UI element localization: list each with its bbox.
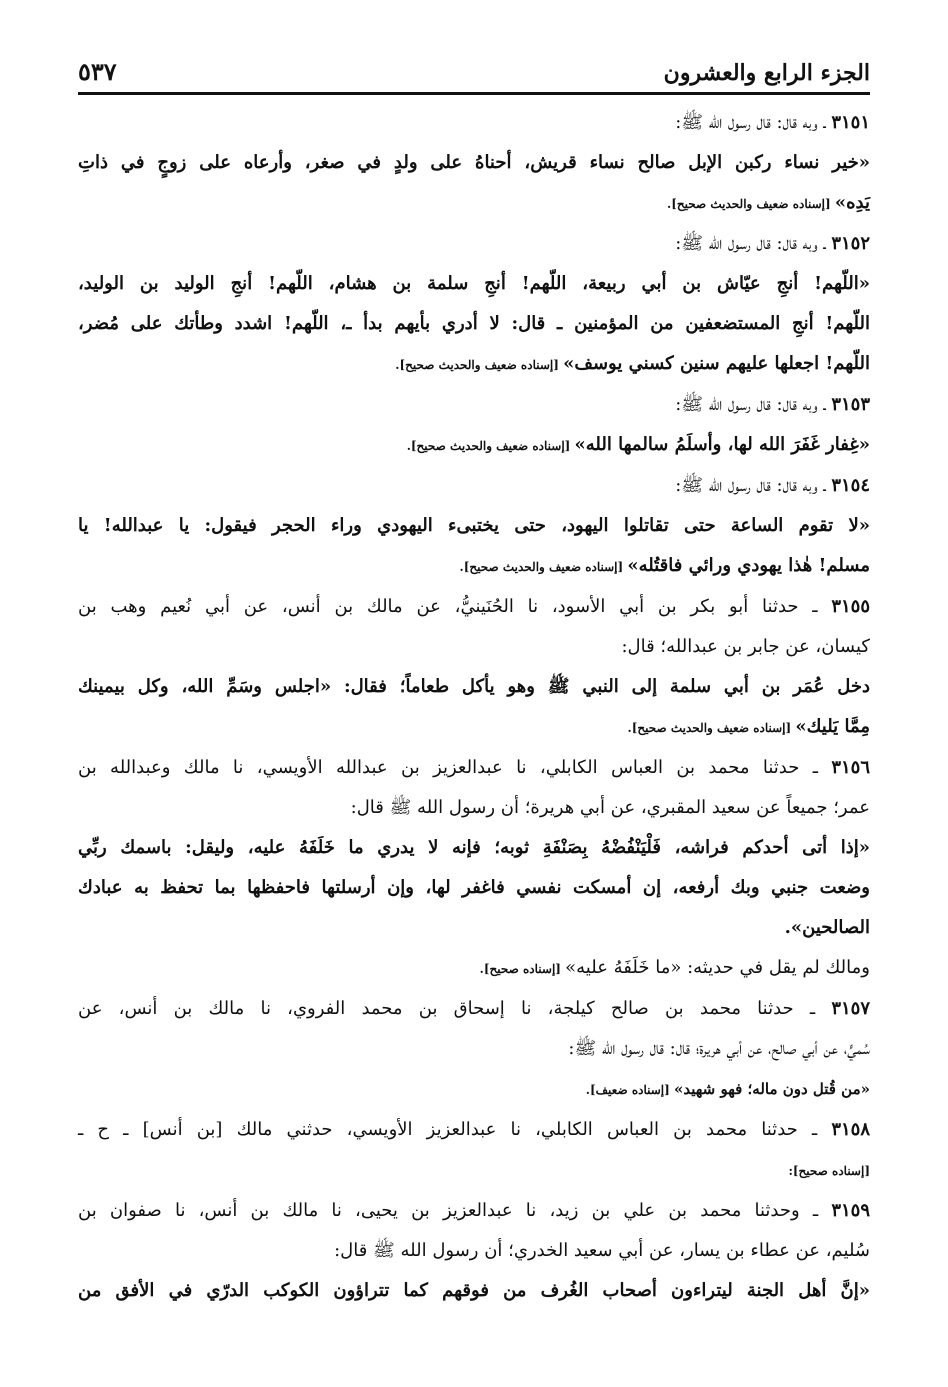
line-text: «خير نساء ركبن الإبل صالح نساء قريش، أحناهُ على ولدٍ في صغر، وأرعاه على زوجٍ في ذاتِ: [78, 152, 870, 173]
text-line: [78, 587, 870, 627]
text-line: [78, 546, 870, 587]
line-text: «لا تقوم الساعة حتى تقاتلوا اليهود، حتى يختبىء اليهودي وراء الحجر فيقول: يا عبدالله! يا: [78, 515, 870, 536]
page-number: ٥٣٧: [78, 57, 117, 86]
grading-note: [إسناده ضعيف].: [585, 1083, 674, 1097]
line-text: ـ وبه قال: قال رسول الله ﷺ:: [675, 112, 832, 133]
line-text: مسلم! هٰذا يهودي ورائي فاقتُله»: [627, 555, 870, 576]
line-text: ـ وحدثنا محمد بن علي بن زيد، نا عبدالعزيز بن يحيى، نا مالك بن أنس، نا صفوان بن: [78, 1200, 832, 1221]
line-text: «اللّهم! أنجِ عيّاش بن أبي ربيعة، اللّهم! أنجِ سلمة بن هشام، اللّهم! أنجِ الوليد بن الوليد،: [78, 273, 870, 294]
text-line: [78, 385, 870, 425]
grading-note: [إسناده ضعيف والحديث صحيح].: [459, 560, 628, 574]
grading-note: [إسناده صحيح]:: [788, 1164, 870, 1178]
hadith-number: ٣١٥٢: [831, 233, 870, 254]
header-rule: [78, 92, 870, 95]
text-line: [78, 143, 870, 183]
text-line: [78, 466, 870, 506]
line-text: سُليم، عن عطاء بن يسار، عن أبي سعيد الخدري؛ أن رسول الله ﷺ قال:: [334, 1240, 870, 1261]
text-line: [78, 1150, 870, 1191]
grading-note: [إسناده ضعيف والحديث صحيح].: [627, 721, 796, 735]
hadith-number: ٣١٥٣: [831, 394, 870, 415]
page-header: [78, 38, 870, 86]
line-text: دخل عُمَر بن أبي سلمة إلى النبي ﷺ وهو يأكل طعاماً؛ فقال: «اجلس وسَمِّ الله، وكل بيمينك: [78, 676, 870, 697]
book-page: [78, 38, 870, 1377]
text-line: [78, 667, 870, 707]
line-text: ـ حدثنا محمد بن صالح كيلجة، نا إسحاق بن محمد الفروي، نا مالك بن أنس، عن: [78, 998, 832, 1019]
line-text: عمر؛ جميعاً عن سعيد المقبري، عن أبي هريرة؛ أن رسول الله ﷺ قال:: [350, 797, 870, 818]
line-text: وضعت جنبي وبك أرفعه، إن أمسكت نفسي فاغفر لها، وإن أرسلتها فاحفظها بما تحفظ به عبادك: [78, 877, 870, 898]
text-line: [78, 627, 870, 667]
line-text: اللّهم! اجعلها عليهم سنين كسني يوسف»: [563, 353, 870, 374]
line-text: ومالك لم يقل في حديثه: «ما خَلَفَهُ عليه»: [565, 957, 870, 978]
hadith-number: ٣١٥٥: [831, 596, 870, 617]
text-line: [78, 183, 870, 224]
line-text: «إذا أتى أحدكم فراشه، فَلْيَنْفُضْهُ بِصَنْفَةِ ثوبه؛ فإنه لا يدري ما خَلَفَهُ عليه، وليقل: باسمك ربِّي: [78, 837, 870, 858]
grading-note: [إسناده صحيح].: [479, 962, 566, 976]
text-line: [78, 748, 870, 788]
line-text: يَدِه»: [834, 192, 870, 213]
line-text: ـ حدثنا محمد بن العباس الكابلي، نا عبدالعزيز الأويسي، حدثني مالك [بن أنس] ـ ح ـ: [78, 1119, 832, 1140]
hadith-number: ٣١٥١: [831, 112, 870, 133]
text-line: [78, 989, 870, 1029]
text-line: [78, 828, 870, 868]
text-line: [78, 1069, 870, 1110]
line-text: «غِفار غَفَرَ الله لها، وأسلَمُ سالمها الله»: [574, 434, 870, 455]
hadith-number: ٣١٥٩: [831, 1200, 870, 1221]
text-line: [78, 264, 870, 304]
text-line: [78, 304, 870, 344]
hadith-number: ٣١٥٤: [831, 475, 870, 496]
text-line: [78, 506, 870, 546]
grading-note: [إسناده ضعيف والحديث صحيح].: [406, 439, 575, 453]
line-text: «إنَّ أهل الجنة ليتراءون أصحاب الغُرف من فوقهم كما تتراؤون الكوكب الدرّي في الأفق من: [78, 1280, 870, 1301]
page-content: [78, 103, 870, 1311]
text-line: [78, 344, 870, 385]
line-text: ـ وبه قال: قال رسول الله ﷺ:: [675, 475, 832, 496]
grading-note: [إسناده ضعيف والحديث صحيح].: [667, 197, 835, 211]
line-text: ـ وبه قال: قال رسول الله ﷺ:: [675, 394, 832, 415]
text-line: [78, 1271, 870, 1311]
line-text: سُميٍّ، عن أبي صالح، عن أبي هريرة؛ قال: قال رسول الله ﷺ:: [568, 1038, 870, 1059]
grading-note: [إسناده ضعيف والحديث صحيح].: [395, 358, 564, 372]
running-title: الجزء الرابع والعشرون: [663, 60, 870, 86]
text-line: [78, 224, 870, 264]
text-line: [78, 1110, 870, 1150]
hadith-number: ٣١٥٦: [831, 757, 870, 778]
text-line: [78, 948, 870, 989]
text-line: [78, 1231, 870, 1271]
text-line: [78, 908, 870, 948]
text-line: [78, 103, 870, 143]
line-text: «من قُتل دون ماله؛ فهو شهيد»: [673, 1080, 870, 1098]
text-line: [78, 707, 870, 748]
line-text: ـ حدثنا محمد بن العباس الكابلي، نا عبدالعزيز بن عبدالله الأويسي، نا مالك وعبدالله بن: [78, 757, 832, 778]
line-text: كيسان، عن جابر بن عبدالله؛ قال:: [621, 636, 870, 657]
line-text: الصالحين».: [784, 917, 870, 938]
line-text: ـ حدثنا أبو بكر بن أبي الأسود، نا الحُنَينيُّ، عن مالك بن أنس، عن أبي نُعيم وهب بن: [78, 596, 832, 617]
text-line: [78, 1191, 870, 1231]
line-text: مِمَّا يَليك»: [795, 716, 870, 737]
text-line: [78, 425, 870, 466]
text-line: [78, 788, 870, 828]
text-line: [78, 1029, 870, 1069]
line-text: ـ وبه قال: قال رسول الله ﷺ:: [675, 233, 832, 254]
line-text: اللّهم! أنجِ المستضعفين من المؤمنين ـ قال: لا أدري بأيهم بدأ ـ، اللّهم! اشدد وطأتك على مُضر،: [78, 313, 870, 334]
text-line: [78, 868, 870, 908]
hadith-number: ٣١٥٧: [831, 998, 870, 1019]
hadith-number: ٣١٥٨: [831, 1119, 870, 1140]
